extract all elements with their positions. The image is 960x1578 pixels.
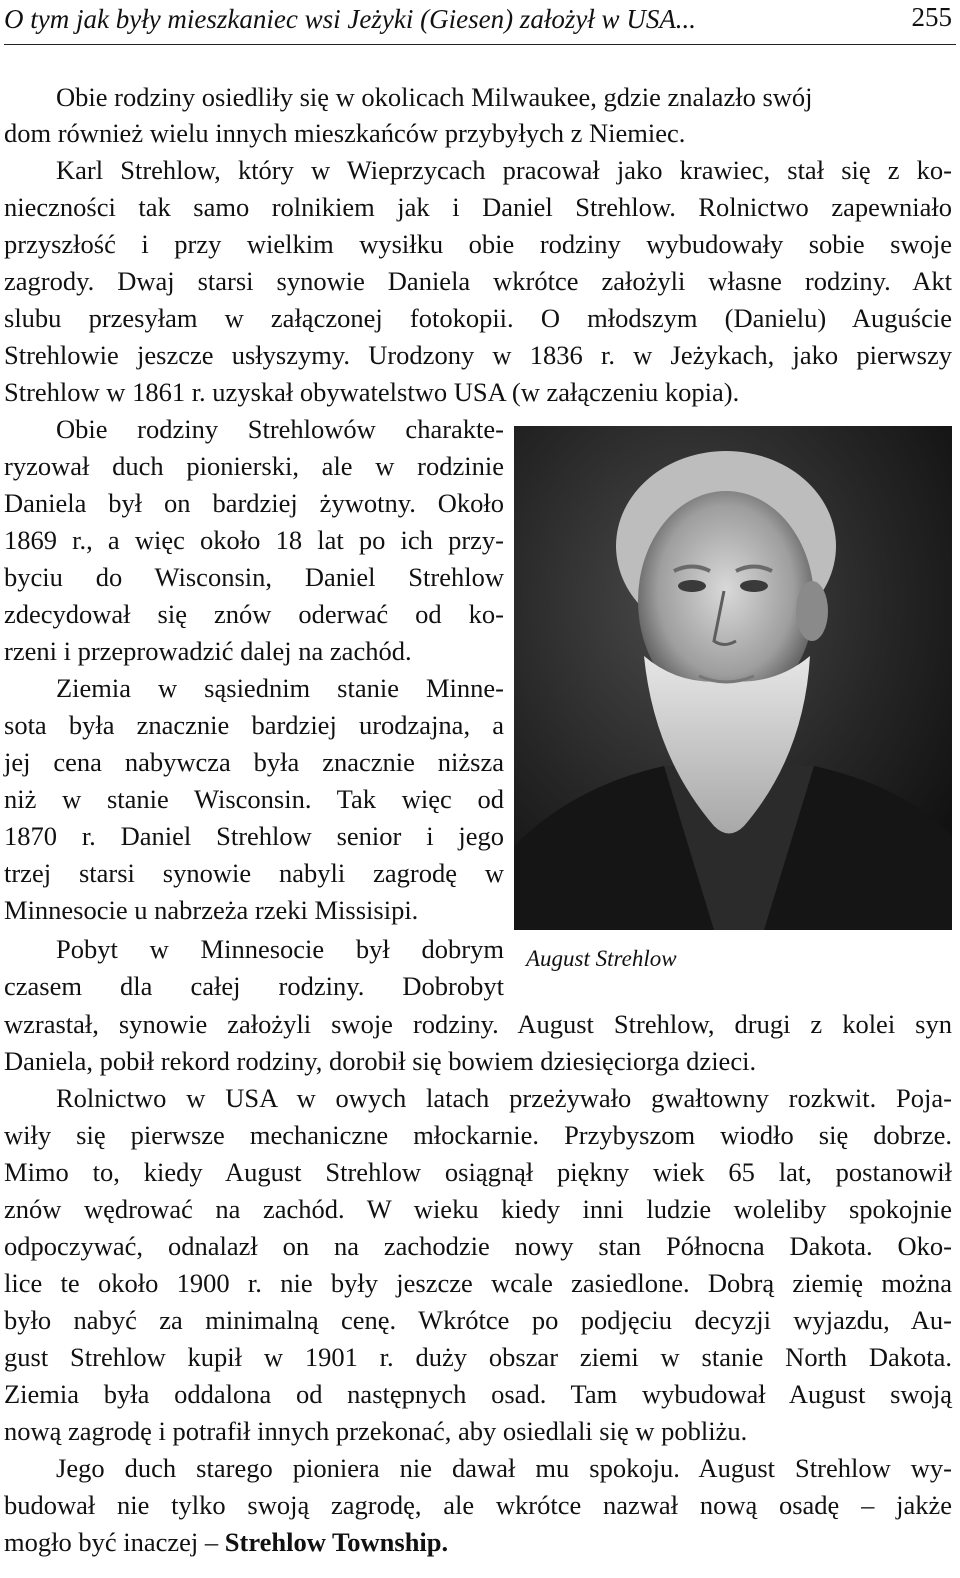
text-line: odpoczywać, odnalazł on na zachodzie nowy stan Północna Dakota. Oko- [4,1231,952,1261]
text-line: wzrastał, synowie założyli swoje rodziny. August Strehlow, drugi z kolei syn [4,1009,952,1039]
text-line-last [4,1527,448,1557]
text-line: Karl Strehlow, który w Wieprzycach pracował jako krawiec, stał się z ko- [56,155,952,185]
photo-caption: August Strehlow [526,946,677,971]
text-line: Obie rodziny osiedliły się w okolicach Milwaukee, gdzie znalazło swój [56,82,813,112]
text-line: 1870 r. Daniel Strehlow senior i jego [4,821,504,851]
text-line: nową zagrodę i potrafił innych przekonać, aby osiedlali się w pobliżu. [4,1416,748,1446]
page-number: 255 [911,2,952,32]
text-line: gust Strehlow kupił w 1901 r. duży obszar ziemi w stanie North Dakota. [4,1342,952,1372]
text-line: zagrody. Dwaj starsi synowie Daniela wkrótce założyli własne rodziny. Akt [4,266,952,296]
text-line: budował nie tylko swoją zagrodę, ale wkrótce nazwał nową osadę – jakże [4,1490,952,1520]
text-line: Daniela był on bardziej żywotny. Około [4,488,504,518]
portrait-photo [514,426,952,930]
township-name: Strehlow Township. [224,1527,449,1557]
text-line: Minnesocie u nabrzeża rzeki Missisipi. [4,895,419,925]
text-line: Strehlowie jeszcze usłyszymy. Urodzony w 1836 r. w Jeżykach, jako pierwszy [4,340,952,370]
text-line: przyszłość i przy wielkim wysiłku obie rodziny wybudowały sobie swoje [4,229,952,259]
text-line: dom również wielu innych mieszkańców przybyłych z Niemiec. [4,118,686,148]
text-line: czasem dla całej rodziny. Dobrobyt [4,971,504,1001]
text-line: było nabyć za minimalną cenę. Wkrótce po podjęciu decyzji wyjazdu, Au- [4,1305,952,1335]
text-line: rzeni i przeprowadzić dalej na zachód. [4,636,412,666]
text-line: Obie rodziny Strehlowów charakte- [56,414,504,444]
text-line: Ziemia w sąsiednim stanie Minne- [56,673,504,703]
text-line: 1869 r., a więc około 18 lat po ich przy- [4,525,504,555]
text-line: wiły się pierwsze mechaniczne młockarnie. Przybyszom wiodło się dobrze. [4,1120,952,1150]
text-line-last-start: mogło być inaczej – [4,1527,225,1557]
text-line: Pobyt w Minnesocie był dobrym [56,934,504,964]
text-line: slubu przesyłam w załączonej fotokopii. O młodszym (Danielu) Auguście [4,303,952,333]
text-line: ryzował duch pionierski, ale w rodzinie [4,451,504,481]
running-header [4,0,956,45]
text-line: Strehlow w 1861 r. uzyskał obywatelstwo USA (w załączeniu kopia). [4,377,740,407]
text-line: zdecydował się znów oderwać od ko- [4,599,504,629]
text-line: niż w stanie Wisconsin. Tak więc od [4,784,504,814]
text-line: lice te około 1900 r. nie były jeszcze wcale zasiedlone. Dobrą ziemię można [4,1268,952,1298]
text-line: sota była znacznie bardziej urodzajna, a [4,710,504,740]
text-line: Ziemia była oddalona od następnych osad. Tam wybudował August swoją [4,1379,952,1409]
text-line: Mimo to, kiedy August Strehlow osiągnął piękny wiek 65 lat, postanowił [4,1157,952,1187]
text-line: nieczności tak samo rolnikiem jak i Daniel Strehlow. Rolnictwo zapewniało [4,192,952,222]
text-line: byciu do Wisconsin, Daniel Strehlow [4,562,504,592]
running-title: O tym jak były mieszkaniec wsi Jeżyki (Giesen) założył w USA... [4,4,697,34]
text-line: trzej starsi synowie nabyli zagrodę w [4,858,504,888]
text-line: znów wędrować na zachód. W wieku kiedy inni ludzie woleliby spokojnie [4,1194,952,1224]
text-line: jej cena nabywcza była znacznie niższa [4,747,504,777]
text-line: Rolnictwo w USA w owych latach przeżywało gwałtowny rozkwit. Poja- [56,1083,952,1113]
text-line: Jego duch starego pioniera nie dawał mu spokoju. August Strehlow wy- [56,1453,952,1483]
text-line: Daniela, pobił rekord rodziny, dorobił się bowiem dziesięciorga dzieci. [4,1046,757,1076]
